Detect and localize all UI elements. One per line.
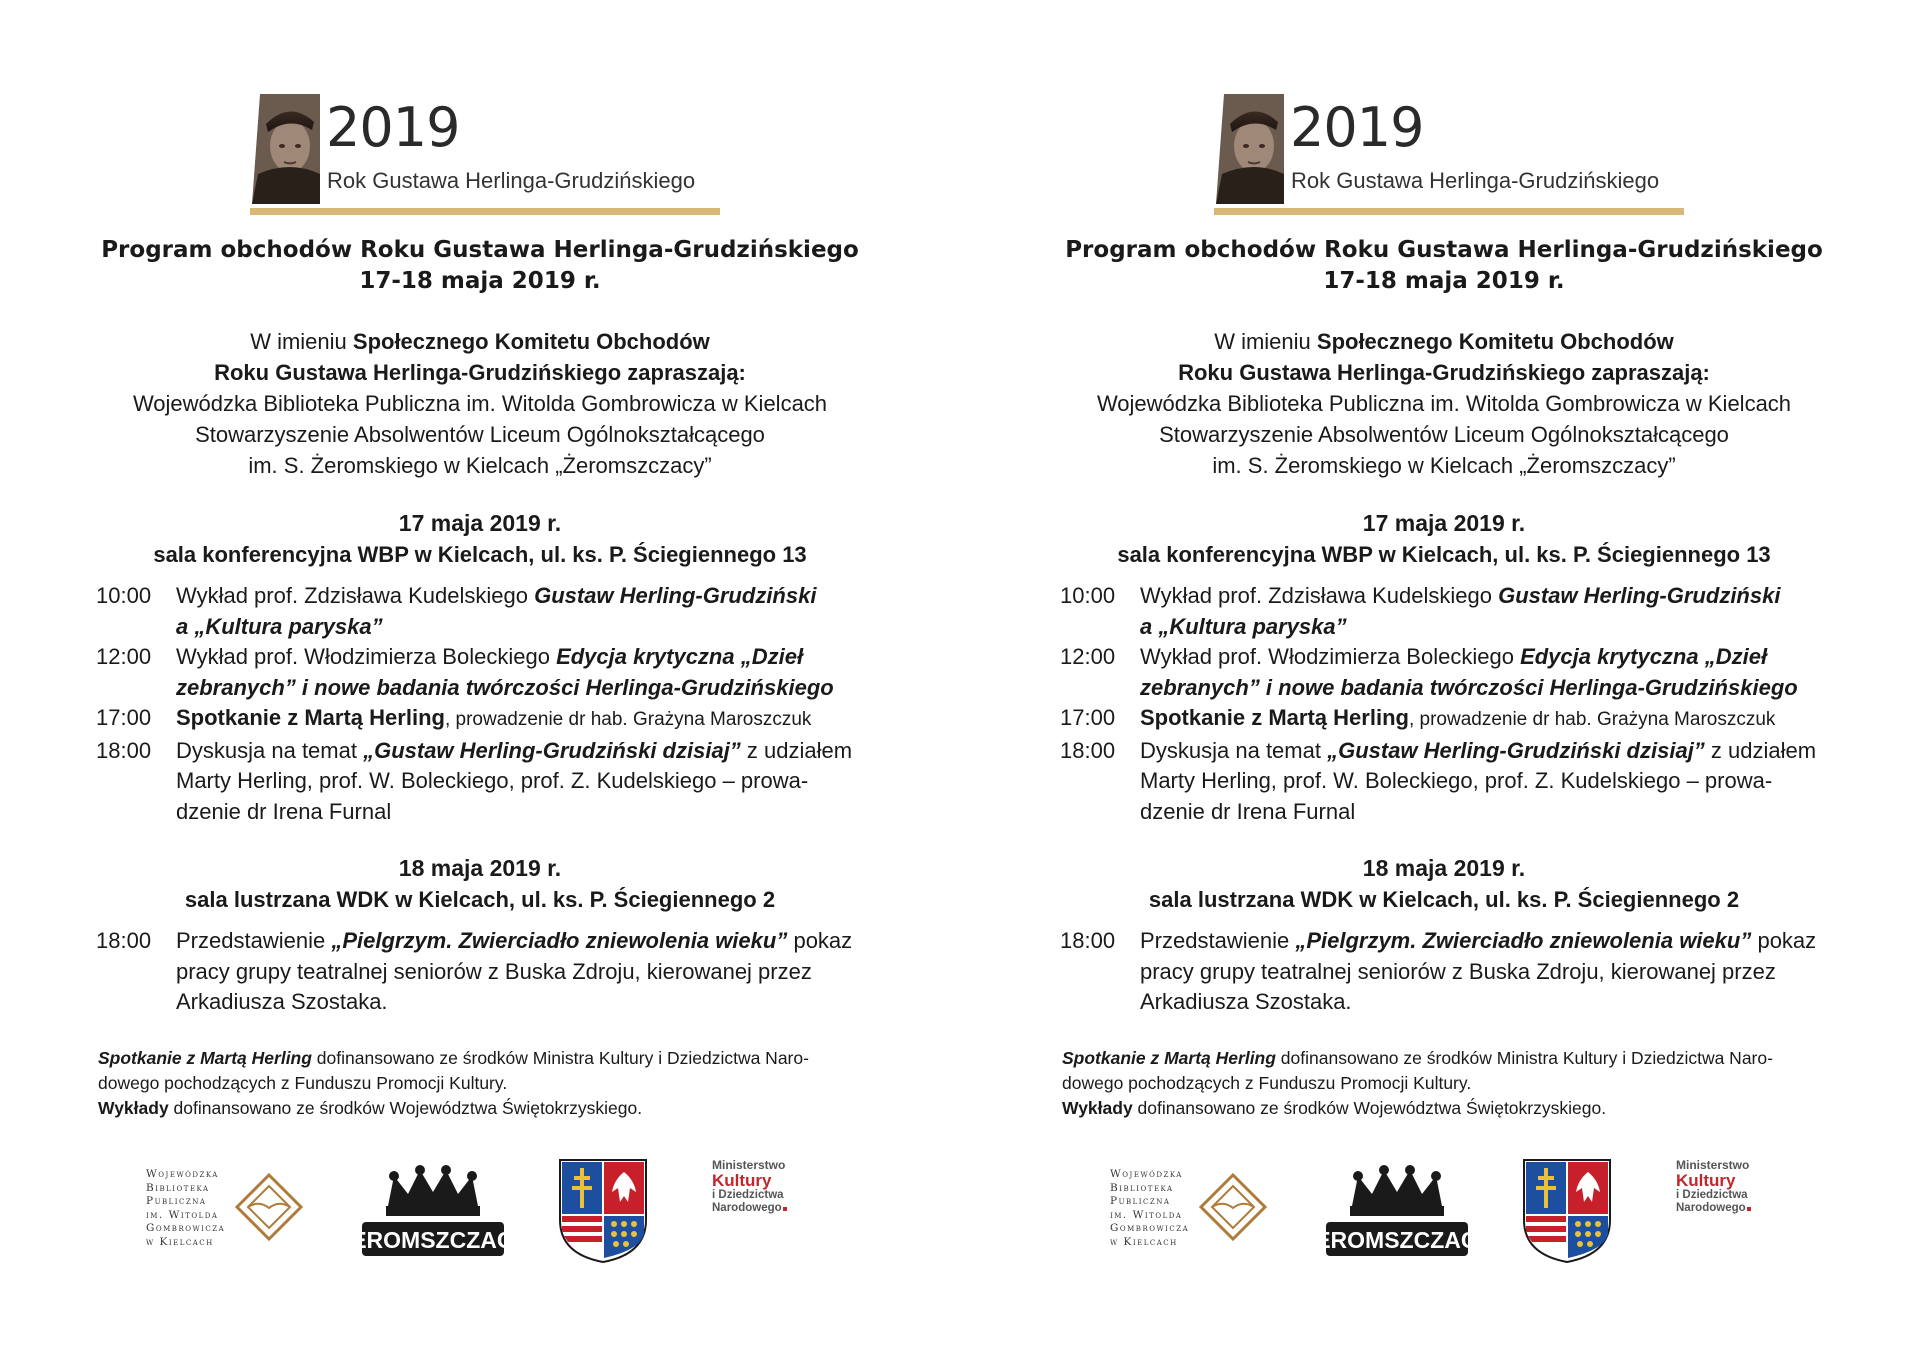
event-text: dzenie dr Irena Furnal bbox=[1140, 798, 1356, 824]
wbp-logo bbox=[146, 1168, 308, 1268]
funding-subject: Wykłady bbox=[1062, 1098, 1133, 1118]
day1-heading bbox=[964, 508, 1924, 570]
funding-text: dofinansowano ze środków Województwa Świętokrzyskiego. bbox=[168, 1098, 643, 1118]
wbp-logo-line: Biblioteka bbox=[146, 1181, 210, 1194]
ministry-logo bbox=[1676, 1158, 1786, 1228]
funding-subject: Spotkanie z Martą Herling bbox=[98, 1048, 312, 1068]
organizer-wbp: Wojewódzka Biblioteka Publiczna im. Witolda Gombrowicza w Kielcach bbox=[1096, 391, 1792, 416]
schedule-item bbox=[1060, 642, 1820, 703]
event-text: Wykład prof. Włodzimierza Boleckiego bbox=[1140, 644, 1521, 669]
event-description bbox=[176, 581, 856, 642]
event-title: a „Kultura paryska” bbox=[176, 613, 383, 639]
invitation-text bbox=[0, 326, 960, 481]
gold-divider bbox=[1214, 208, 1684, 215]
event-description bbox=[176, 703, 856, 736]
header-subtitle: Rok Gustawa Herlinga-Grudzińskiego bbox=[327, 168, 696, 193]
ministry-logo-word: Narodowego bbox=[712, 1202, 782, 1214]
zeromszczacy-logo bbox=[1301, 1166, 1493, 1264]
wbp-logo-line: Biblioteka bbox=[1110, 1181, 1174, 1194]
event-title: Spotkanie z Martą Herling bbox=[176, 705, 445, 730]
book-diamond-icon bbox=[1198, 1172, 1268, 1242]
program-title bbox=[0, 235, 960, 297]
coat-of-arms-icon bbox=[1522, 1158, 1612, 1264]
event-title: Spotkanie z Martą Herling bbox=[1140, 705, 1409, 730]
event-text: Wykład prof. Włodzimierza Boleckiego bbox=[176, 644, 557, 669]
day2-date: 18 maja 2019 r. bbox=[1362, 855, 1526, 881]
wbp-logo-line: Gombrowicza bbox=[1110, 1222, 1190, 1234]
program-title-line: Program obchodów Roku Gustawa Herlinga-Grudzińskiego bbox=[101, 237, 859, 263]
day2-schedule bbox=[96, 926, 856, 1018]
ministry-logo-word: Narodowego bbox=[1676, 1202, 1746, 1214]
event-title: a „Kultura paryska” bbox=[1140, 613, 1347, 639]
event-text: pokaz bbox=[787, 928, 853, 953]
event-text: , prowadzenie dr hab. Grażyna Maroszczuk bbox=[1408, 709, 1776, 730]
leaflet-header bbox=[250, 94, 720, 218]
event-text: dzenie dr Irena Furnal bbox=[176, 798, 392, 824]
intro-line bbox=[0, 326, 960, 357]
ministry-logo-line: Ministerstwo bbox=[712, 1158, 786, 1172]
gold-divider bbox=[250, 208, 720, 215]
day2-place: sala lustrzana WDK w Kielcach, ul. ks. P. Ściegiennego 2 bbox=[184, 887, 776, 912]
day2-schedule bbox=[1060, 926, 1820, 1018]
header-year: 2019 bbox=[326, 96, 460, 159]
day2-date: 18 maja 2019 r. bbox=[398, 855, 562, 881]
funding-note bbox=[1062, 1046, 1852, 1121]
funding-line: dowego pochodzących z Funduszu Promocji Kultury. bbox=[1062, 1073, 1472, 1093]
event-text: Dyskusja na temat bbox=[176, 737, 364, 763]
wbp-logo-line: Publiczna bbox=[1110, 1195, 1171, 1207]
event-text: Wykład prof. Zdzisława Kudelskiego bbox=[176, 583, 535, 608]
day1-date: 17 maja 2019 r. bbox=[398, 510, 562, 536]
event-title: „Pielgrzym. Zwierciadło zniewolenia wieku” bbox=[1295, 928, 1752, 953]
event-text: z udziałem bbox=[740, 737, 853, 763]
organizer-association: Stowarzyszenie Absolwentów Liceum Ogólnokształcącego bbox=[195, 422, 765, 447]
event-description bbox=[176, 926, 856, 1018]
book-diamond-icon bbox=[234, 1172, 304, 1242]
wbp-logo-line: im. Witolda bbox=[1110, 1208, 1183, 1221]
intro-line bbox=[964, 326, 1924, 357]
coat-of-arms-icon bbox=[558, 1158, 648, 1264]
wbp-logo-line: w Kielcach bbox=[146, 1235, 214, 1248]
event-time: 10:00 bbox=[96, 583, 152, 608]
ministry-logo-line bbox=[712, 1202, 822, 1215]
event-description bbox=[176, 736, 856, 828]
program-title-line: Program obchodów Roku Gustawa Herlinga-Grudzińskiego bbox=[1065, 237, 1823, 263]
wbp-logo-line: Publiczna bbox=[146, 1195, 207, 1207]
program-dates: 17-18 maja 2019 r. bbox=[359, 268, 601, 294]
day1-place: sala konferencyjna WBP w Kielcach, ul. ks. P. Ściegiennego 13 bbox=[153, 542, 807, 567]
schedule-item bbox=[96, 642, 856, 703]
event-description bbox=[1140, 926, 1820, 1018]
event-description bbox=[1140, 736, 1820, 828]
event-text: Arkadiusza Szostaka. bbox=[176, 989, 388, 1014]
wbp-logo-line: Wojewódzka bbox=[1110, 1168, 1183, 1180]
day2-heading bbox=[0, 853, 960, 915]
sponsor-logos bbox=[1110, 1158, 1790, 1268]
event-text: Dyskusja na temat bbox=[1140, 737, 1328, 763]
ministry-logo-line: i Dziedzictwa bbox=[1676, 1189, 1748, 1201]
schedule-item bbox=[96, 736, 856, 828]
invitation-text bbox=[964, 326, 1924, 481]
event-text: Arkadiusza Szostaka. bbox=[1140, 989, 1352, 1014]
committee-name: Społecznego Komitetu Obchodów bbox=[352, 329, 710, 354]
schedule-item bbox=[1060, 703, 1820, 736]
ministry-logo-line: Kultury bbox=[712, 1171, 772, 1190]
ministry-logo-line: i Dziedzictwa bbox=[712, 1189, 784, 1201]
event-title: Edycja krytyczna „Dzieł bbox=[1520, 644, 1768, 669]
event-time: 18:00 bbox=[1060, 928, 1116, 953]
day2-place: sala lustrzana WDK w Kielcach, ul. ks. P. Ściegiennego 2 bbox=[1148, 887, 1740, 912]
funding-text: dofinansowano ze środków Województwa Świętokrzyskiego. bbox=[1132, 1098, 1607, 1118]
ministry-logo-line: Kultury bbox=[1676, 1171, 1736, 1190]
program-dates: 17-18 maja 2019 r. bbox=[1323, 268, 1565, 294]
day2-heading bbox=[964, 853, 1924, 915]
event-time: 18:00 bbox=[1060, 737, 1116, 763]
event-text: Wykład prof. Zdzisława Kudelskiego bbox=[1140, 583, 1499, 608]
wbp-logo bbox=[1110, 1168, 1272, 1268]
event-description bbox=[1140, 581, 1820, 642]
funding-line bbox=[98, 1096, 888, 1121]
ministry-logo-line bbox=[1676, 1202, 1786, 1215]
event-time: 12:00 bbox=[96, 644, 152, 669]
event-text: , prowadzenie dr hab. Grażyna Maroszczuk bbox=[444, 709, 812, 730]
event-title: Gustaw Herling-Grudziński bbox=[1498, 583, 1781, 608]
event-time: 10:00 bbox=[1060, 583, 1116, 608]
zeromszczacy-logo-text: ŻEROMSZCZACY bbox=[1301, 1227, 1493, 1253]
event-time: 18:00 bbox=[96, 928, 152, 953]
event-time: 17:00 bbox=[1060, 705, 1116, 730]
event-title: „Pielgrzym. Zwierciadło zniewolenia wieku” bbox=[331, 928, 788, 953]
event-text: z udziałem bbox=[1704, 737, 1817, 763]
committee-name: Społecznego Komitetu Obchodów bbox=[1316, 329, 1674, 354]
day1-heading bbox=[0, 508, 960, 570]
event-text: Przedstawienie bbox=[176, 928, 332, 953]
intro-text: W imieniu bbox=[250, 329, 353, 354]
schedule-item bbox=[1060, 926, 1820, 1018]
funding-text: dofinansowano ze środków Ministra Kultury i Dziedzictwa Naro- bbox=[311, 1048, 809, 1068]
schedule-item bbox=[96, 703, 856, 736]
event-time: 17:00 bbox=[96, 705, 152, 730]
day1-schedule bbox=[96, 581, 856, 827]
schedule-item bbox=[96, 581, 856, 642]
schedule-item bbox=[1060, 581, 1820, 642]
wbp-logo-line: im. Witolda bbox=[146, 1208, 219, 1221]
header-subtitle: Rok Gustawa Herlinga-Grudzińskiego bbox=[1291, 168, 1660, 193]
event-text: pracy grupy teatralnej seniorów z Buska Zdroju, kierowanej przez bbox=[176, 958, 812, 984]
event-time: 18:00 bbox=[96, 737, 152, 763]
portrait-photo bbox=[252, 94, 320, 204]
intro-line bbox=[0, 357, 960, 388]
organizer-association: im. S. Żeromskiego w Kielcach „Żeromszczacy” bbox=[248, 453, 712, 478]
event-title: „Gustaw Herling-Grudziński dzisiaj” bbox=[1327, 737, 1705, 763]
day1-place: sala konferencyjna WBP w Kielcach, ul. ks. P. Ściegiennego 13 bbox=[1117, 542, 1771, 567]
zeromszczacy-logo-text: ŻEROMSZCZACY bbox=[337, 1227, 529, 1253]
organizer-association: im. S. Żeromskiego w Kielcach „Żeromszczacy” bbox=[1212, 453, 1676, 478]
event-text: pokaz bbox=[1751, 928, 1817, 953]
wbp-logo-text bbox=[146, 1168, 225, 1249]
committee-name: Roku Gustawa Herlinga-Grudzińskiego zapraszają: bbox=[1178, 360, 1710, 385]
intro-text: W imieniu bbox=[1214, 329, 1317, 354]
funding-line: dowego pochodzących z Funduszu Promocji Kultury. bbox=[98, 1073, 508, 1093]
zeromszczacy-logo bbox=[337, 1166, 529, 1264]
schedule-item bbox=[1060, 736, 1820, 828]
event-description bbox=[1140, 642, 1820, 703]
event-title: Edycja krytyczna „Dzieł bbox=[556, 644, 804, 669]
funding-subject: Spotkanie z Martą Herling bbox=[1062, 1048, 1276, 1068]
funding-note bbox=[98, 1046, 888, 1121]
ministry-logo-line: Ministerstwo bbox=[1676, 1158, 1750, 1172]
event-title: zebranych” i nowe badania twórczości Herlinga-Grudzińskiego bbox=[1140, 674, 1798, 700]
funding-line bbox=[98, 1046, 888, 1071]
funding-subject: Wykłady bbox=[98, 1098, 169, 1118]
leaflet-page-right bbox=[964, 0, 1924, 1358]
funding-text: dofinansowano ze środków Ministra Kultury i Dziedzictwa Naro- bbox=[1275, 1048, 1773, 1068]
schedule-item bbox=[96, 926, 856, 1018]
wbp-logo-line: Wojewódzka bbox=[146, 1168, 219, 1180]
event-time: 12:00 bbox=[1060, 644, 1116, 669]
red-dot-icon bbox=[1747, 1207, 1751, 1211]
portrait-photo bbox=[1216, 94, 1284, 204]
committee-name: Roku Gustawa Herlinga-Grudzińskiego zapraszają: bbox=[214, 360, 746, 385]
intro-line bbox=[964, 357, 1924, 388]
event-title: zebranych” i nowe badania twórczości Herlinga-Grudzińskiego bbox=[176, 674, 834, 700]
event-title: „Gustaw Herling-Grudziński dzisiaj” bbox=[363, 737, 741, 763]
red-dot-icon bbox=[783, 1207, 787, 1211]
event-description bbox=[1140, 703, 1820, 736]
organizer-wbp: Wojewódzka Biblioteka Publiczna im. Witolda Gombrowicza w Kielcach bbox=[132, 391, 828, 416]
wbp-logo-text bbox=[1110, 1168, 1189, 1249]
event-text: pracy grupy teatralnej seniorów z Buska Zdroju, kierowanej przez bbox=[1140, 958, 1776, 984]
leaflet-header bbox=[1214, 94, 1684, 218]
event-text: Przedstawienie bbox=[1140, 928, 1296, 953]
ministry-logo bbox=[712, 1158, 822, 1228]
day1-date: 17 maja 2019 r. bbox=[1362, 510, 1526, 536]
event-text: Marty Herling, prof. W. Boleckiego, prof. Z. Kudelskiego – prowa- bbox=[176, 768, 809, 793]
event-description bbox=[176, 642, 856, 703]
day1-schedule bbox=[1060, 581, 1820, 827]
funding-line bbox=[1062, 1096, 1852, 1121]
wbp-logo-line: Gombrowicza bbox=[146, 1222, 226, 1234]
organizer-association: Stowarzyszenie Absolwentów Liceum Ogólnokształcącego bbox=[1159, 422, 1729, 447]
header-year: 2019 bbox=[1290, 96, 1424, 159]
leaflet-page-left bbox=[0, 0, 960, 1358]
sponsor-logos bbox=[146, 1158, 826, 1268]
funding-line bbox=[1062, 1046, 1852, 1071]
event-title: Gustaw Herling-Grudziński bbox=[534, 583, 817, 608]
program-title bbox=[964, 235, 1924, 297]
event-text: Marty Herling, prof. W. Boleckiego, prof. Z. Kudelskiego – prowa- bbox=[1140, 768, 1773, 793]
wbp-logo-line: w Kielcach bbox=[1110, 1235, 1178, 1248]
